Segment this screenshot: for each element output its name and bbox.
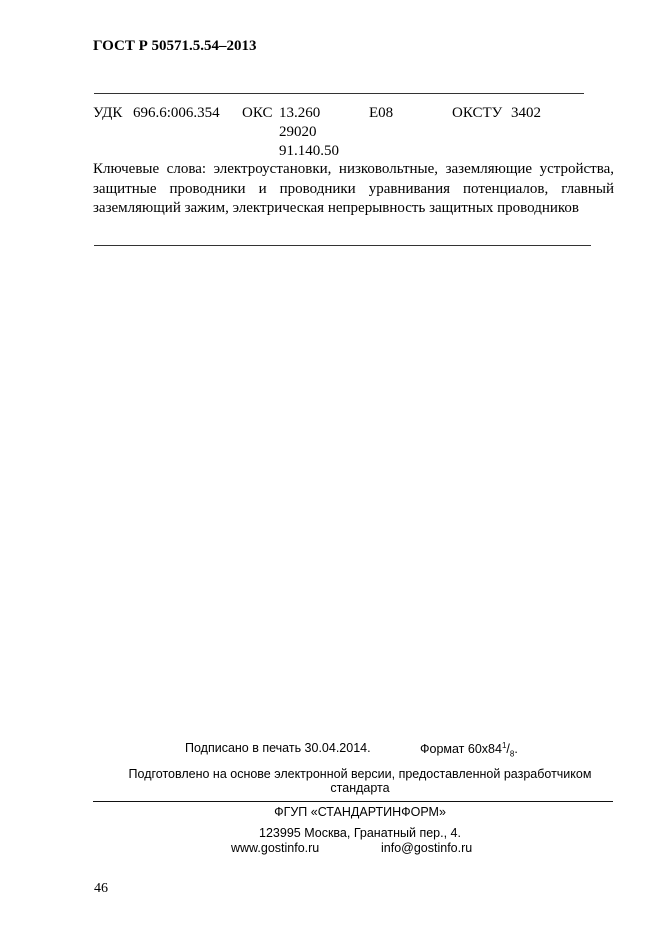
keywords-paragraph [93,160,614,219]
print-format: Формат $60x84^1/_8$. [420,741,518,759]
format-fraction-den: 8 [509,749,515,759]
document-header-title: ГОСТ Р 50571.5.54–2013 [93,38,257,54]
okstu-label: ОКСТУ [452,105,503,121]
oks-value-2: 29020 [279,124,317,140]
e-code: Е08 [369,105,394,121]
oks-value-1: 13.260 [279,105,321,121]
publisher-address: 123995 Москва, Гранатный пер., 4. [259,826,461,840]
keywords-label: Ключевые слова: [93,161,207,177]
signed-date: Подписано в печать 30.04.2014. [185,741,371,755]
udk-label: УДК [93,105,123,121]
publisher-email[interactable]: info@gostinfo.ru [381,841,473,855]
okstu-value: 3402 [511,105,541,121]
format-fraction-num: 1 [501,741,507,750]
oks-label: ОКС [242,105,273,121]
page-number: 46 [94,881,108,896]
prepared-line-2: стандарта [330,781,390,795]
format-suffix: . [514,742,518,757]
publisher-website[interactable]: www.gostinfo.ru [231,841,320,855]
prepared-line-1: Подготовлено на основе электронной версии, предоставленной разработчиком [128,767,592,781]
prepared-note [60,767,660,795]
divider-keywords [94,245,591,246]
publisher-name: ФГУП «СТАНДАРТИНФОРМ» [274,805,446,819]
print-format-label: Формат 60x84 [420,742,502,757]
keywords-text: электроустановки, низковольтные, заземляющие устройства, защитные проводники и проводники уравнивания потенциалов, главный заземляющий зажим, электрическая непрерывность защитных проводников [93,161,615,216]
oks-value-3: 91.140.50 [279,143,339,159]
divider-top [94,93,584,94]
divider-publisher [93,801,613,802]
udk-value: 696.6:006.354 [133,105,220,121]
